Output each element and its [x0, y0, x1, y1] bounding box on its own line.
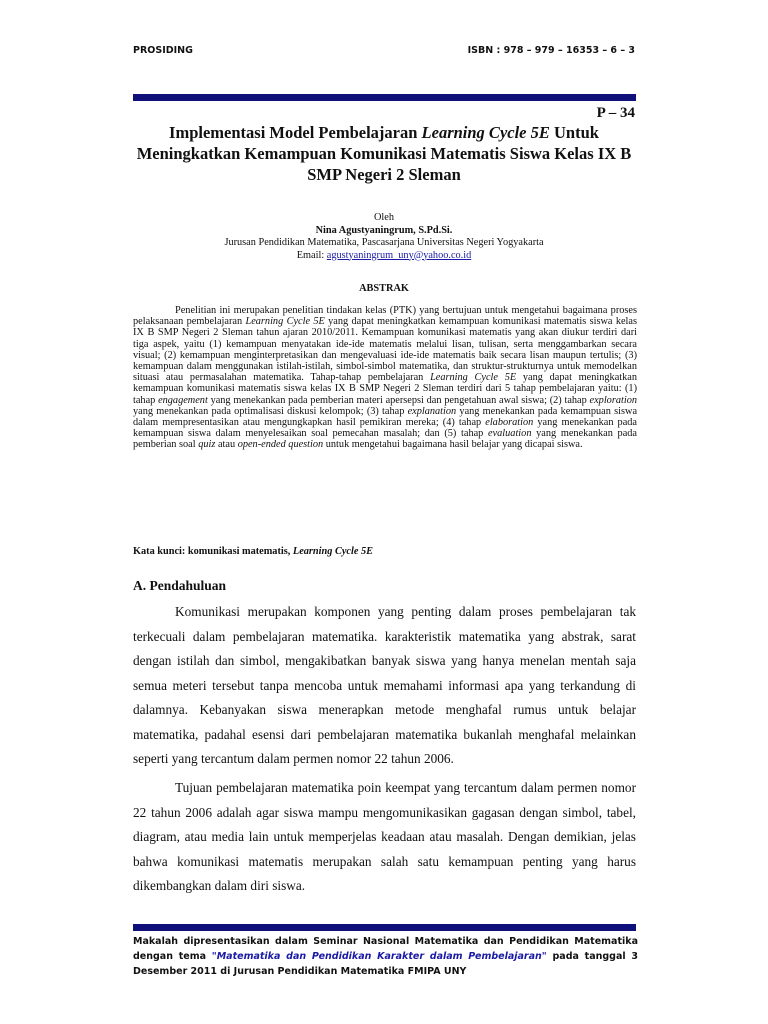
abstract-seg: yang dapat meningkatkan kemampuan komunikasi matematis siswa kelas IX B SMP Negeri 2 Sleman terdiri dari 5 tahap pembelajaran yaitu: (1) tahap	[133, 372, 638, 406]
author-name: Nina Agustyaningrum, S.Pd.Si.	[315, 224, 453, 236]
footer-text-2: pada tanggal 3 Desember 2011 di Jurusan Pendidikan Matematika FMIPA UNY	[133, 951, 639, 977]
abstract-italic: Learning Cycle 5E	[245, 316, 325, 328]
keywords-label: Kata kunci: komunikasi matematis,	[133, 546, 293, 557]
paper-title	[120, 122, 648, 185]
abstract-text	[133, 305, 637, 451]
title-part-1: Implementasi Model Pembelajaran	[169, 123, 422, 142]
paper-number: P – 34	[596, 105, 635, 121]
abstract-italic: Learning Cycle 5E	[430, 372, 517, 384]
section-heading: A. Pendahuluan	[133, 578, 227, 593]
title-part-3: Untuk Meningkatkan Kemampuan Komunikasi Matematis Siswa Kelas IX B SMP Negeri 2 Sleman	[136, 123, 632, 184]
abstract-seg: yang menekankan pada kemampuan siswa dalam menyelesaikan soal pemecahan masalah; dan (5) tahap	[133, 417, 637, 440]
body-paragraph-2: Tujuan pembelajaran matematika poin keempat yang tercantum dalam permen nomor 22 tahun 2006 adalah agar siswa mampu mengomunikasikan gagasan dengan simbol, tabel, diagram, atau media lain untuk memperjelas keadaan atau masalah. Dengan demikian, jelas bahwa komunikasi matematis merupakan salah satu kemampuan penting yang harus dikembangkan dalam diri siswa.	[133, 780, 636, 893]
author-by: Oleh	[373, 212, 394, 223]
abstract-seg: untuk mengetahui bagaimana hasil belajar yang dicapai siswa.	[323, 439, 583, 451]
abstract-seg: yang menekankan pada optimalisasi diskusi kelompok; (3) tahap	[133, 405, 408, 417]
abstract-heading: ABSTRAK	[359, 283, 409, 294]
body-paragraph-1: Komunikasi merupakan komponen yang penting dalam proses pembelajaran tak terkecuali dalam pembelajaran matematika. karakteristik matematika yang abstrak, sarat dengan istilah dan simbol, mengakibatkan banyak siswa yang hanya menelan mentah saja semua meteri tersebut tanpa mencoba untuk memahami informasi apa yang terkandung di dalamnya. Kebanyakan siswa menerapkan metode menghafal rumus untuk belajar matematika, padahal esensi dari pembelajaran matematika bukanlah menghafal melainkan seperti yang tercantum dalam permen nomor 22 tahun 2006.	[133, 604, 636, 766]
footer-theme: "Matematika dan Pendidikan Karakter dalam Pembelajaran"	[211, 951, 547, 962]
author-affiliation: Jurusan Pendidikan Matematika, Pascasarjana Universitas Negeri Yogyakarta	[224, 237, 544, 248]
footer-note	[133, 934, 638, 979]
abstract-seg: yang dapat meningkatkan kemampuan komunikasi matematis siswa kelas IX B SMP Negeri 2 Sleman tahun ajaran 2010/2011. Kemampuan komunikasi matematis yang akan diukur terdiri dari tiga aspek, yaitu (1) kemampuan menyatakan ide-ide matematis melalui lisan, tulisan, serta menggambarkan secara visual; (2) kemampuan menginterpretasikan dan mengevaluasi ide-ide matematis baik secara lisan maupun tertulis; (3) kemampuan dalam menggunakan istilah-istilah, simbol-simbol matematika, dan struktur-strukturnya untuk memodelkan situasi atau permasalahan matematika. Tahap-tahap pembelajaran	[133, 316, 637, 384]
abstract-italic: elaboration	[485, 417, 534, 429]
running-header	[133, 45, 635, 61]
bottom-rule	[133, 924, 636, 931]
abstract-seg: yang menekankan pada pemberian soal	[133, 428, 637, 451]
abstract-seg: Penelitian ini merupakan penelitian tindakan kelas (PTK) yang bertujuan untuk mengetahui bagaimana proses pelaksanaan pembelajaran	[133, 305, 637, 328]
author-block	[120, 212, 648, 262]
abstract-italic: open-ended question	[237, 439, 324, 451]
abstract-italic: quiz	[198, 439, 216, 451]
top-rule	[133, 94, 636, 101]
keywords	[133, 546, 373, 557]
header-isbn: ISBN : 978 – 979 – 16353 – 6 – 3	[467, 45, 635, 56]
abstract-italic: exploration	[589, 394, 638, 406]
abstract-italic: explanation	[407, 405, 457, 417]
abstract-italic: evaluation	[488, 428, 532, 440]
email-label: Email:	[296, 249, 327, 261]
abstract-seg: yang menekankan pada kemampuan siswa dalam mempresentasikan atau mengungkapkan hasil pemikiran mereka; (4) tahap	[133, 405, 638, 429]
footer-text-1: Makalah dipresentasikan dalam Seminar Nasional Matematika dan Pendidikan Matematika dengan tema	[133, 936, 638, 962]
author-email-line	[120, 250, 648, 263]
email-link[interactable]: agustyaningrum_uny@yahoo.co.id	[326, 249, 472, 261]
title-part-2: Learning Cycle 5E	[421, 123, 550, 142]
abstract-seg: atau	[215, 439, 238, 451]
header-left: PROSIDING	[133, 45, 193, 56]
abstract-italic: engagement	[158, 394, 208, 406]
keywords-italic: Learning Cycle 5E	[292, 546, 373, 557]
abstract-seg: yang menekankan pada pemberian materi apersepsi dan pengetahuan awal siswa; (2) tahap	[207, 394, 590, 406]
